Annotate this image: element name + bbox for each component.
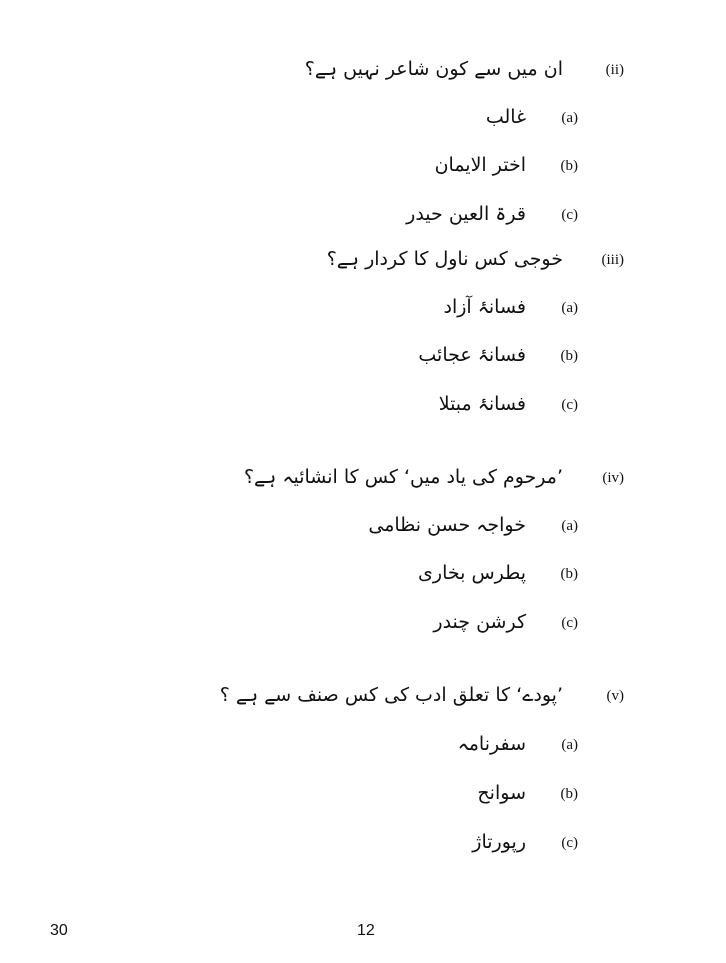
option-label: (c): [561, 207, 578, 223]
paper-code: 30: [50, 922, 68, 939]
option-text: اختر الایمان: [434, 154, 526, 176]
option-iii-c[interactable]: [0, 393, 726, 423]
question-text: ’پودے‘ کا تعلق ادب کی کس صنف سے ہے ؟: [219, 684, 563, 706]
option-text: رپورتاژ: [472, 831, 526, 853]
option-text: فسانۂ آزاد: [443, 296, 526, 318]
option-label: (a): [561, 518, 578, 534]
option-text: سفرنامہ: [457, 733, 526, 755]
question-number: (v): [606, 688, 624, 704]
option-label: (c): [561, 615, 578, 631]
option-iv-b[interactable]: [0, 562, 726, 592]
option-iii-b[interactable]: [0, 344, 726, 374]
option-label: (a): [561, 110, 578, 126]
question-text: ان میں سے کون شاعر نہیں ہے؟: [304, 58, 563, 80]
question-iv: [0, 466, 726, 496]
option-label: (c): [561, 397, 578, 413]
option-text: فسانۂ عجائب: [418, 344, 526, 366]
question-number: (iv): [602, 470, 624, 486]
option-iv-a[interactable]: [0, 514, 726, 544]
option-iii-a[interactable]: [0, 296, 726, 326]
option-text: سوانح: [477, 782, 526, 804]
question-ii: [0, 58, 726, 88]
option-v-c[interactable]: [0, 831, 726, 861]
option-text: کرشن چندر: [433, 611, 526, 633]
option-label: (c): [561, 835, 578, 851]
option-label: (b): [560, 566, 578, 582]
option-label: (a): [561, 300, 578, 316]
question-v: [0, 684, 726, 714]
option-text: پطرس بخاری: [418, 562, 526, 584]
option-text: قرۃ العین حیدر: [406, 203, 526, 225]
question-number: (ii): [605, 62, 624, 78]
option-ii-a[interactable]: [0, 106, 726, 136]
option-label: (a): [561, 737, 578, 753]
option-label: (b): [560, 786, 578, 802]
option-text: غالب: [485, 106, 526, 128]
option-iv-c[interactable]: [0, 611, 726, 641]
option-label: (b): [560, 158, 578, 174]
option-text: فسانۂ مبتلا: [438, 393, 526, 415]
option-text: خواجہ حسن نظامی: [368, 514, 526, 536]
option-ii-b[interactable]: [0, 154, 726, 184]
option-ii-c[interactable]: [0, 203, 726, 233]
question-iii: [0, 248, 726, 278]
page-number: 12: [357, 922, 375, 939]
question-text: ’مرحوم کی یاد میں‘ کس کا انشائیہ ہے؟: [243, 466, 563, 488]
option-v-a[interactable]: [0, 733, 726, 763]
option-label: (b): [560, 348, 578, 364]
question-text: خوجی کس ناول کا کردار ہے؟: [326, 248, 563, 270]
option-v-b[interactable]: [0, 782, 726, 812]
question-number: (iii): [601, 252, 624, 268]
